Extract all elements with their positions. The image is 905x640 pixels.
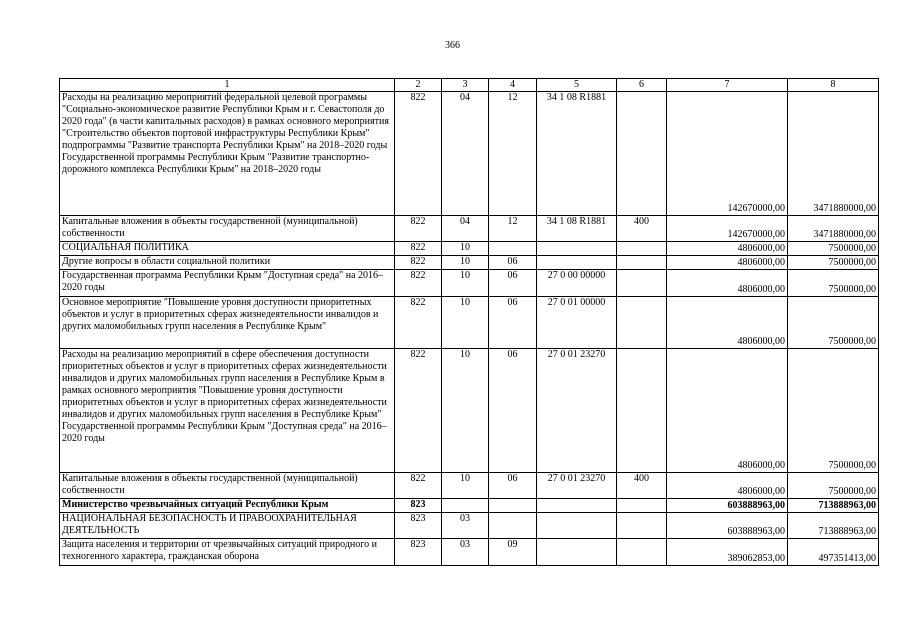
admin-code-cell: 823 — [395, 539, 442, 566]
amount-2019-cell: 142670000,00 — [667, 216, 788, 242]
table-row — [60, 270, 879, 297]
row-name-cell: Капитальные вложения в объекты государственной (муниципальной) собственности — [60, 473, 395, 499]
admin-code-cell: 822 — [395, 92, 442, 216]
admin-code-cell: 823 — [395, 513, 442, 539]
subsection-code-cell: 12 — [489, 216, 537, 242]
table-row — [60, 539, 879, 566]
header-cell: 4 — [489, 79, 537, 92]
admin-code-cell: 822 — [395, 270, 442, 297]
target-article-cell: 27 0 01 00000 — [537, 297, 617, 349]
amount-2019-cell: 142670000,00 — [667, 92, 788, 216]
amount-2020-cell: 497351413,00 — [788, 539, 879, 566]
subsection-code-cell: 09 — [489, 539, 537, 566]
amount-2020-cell: 7500000,00 — [788, 297, 879, 349]
header-cell: 2 — [395, 79, 442, 92]
section-code-cell: 10 — [442, 270, 489, 297]
subsection-code-cell: 06 — [489, 349, 537, 473]
amount-2019-cell: 4806000,00 — [667, 473, 788, 499]
amount-2020-cell: 7500000,00 — [788, 473, 879, 499]
amount-2019-cell: 4806000,00 — [667, 270, 788, 297]
section-code-cell: 10 — [442, 242, 489, 256]
admin-code-cell: 822 — [395, 256, 442, 270]
table-row — [60, 256, 879, 270]
table-row — [60, 473, 879, 499]
row-name-cell: Министерство чрезвычайных ситуаций Республики Крым — [60, 499, 395, 513]
expense-type-cell — [617, 242, 667, 256]
target-article-cell: 34 1 08 R1881 — [537, 92, 617, 216]
subsection-code-cell: 12 — [489, 92, 537, 216]
amount-2019-cell: 389062853,00 — [667, 539, 788, 566]
expense-type-cell — [617, 513, 667, 539]
admin-code-cell: 823 — [395, 499, 442, 513]
amount-2020-cell: 7500000,00 — [788, 270, 879, 297]
section-code-cell: 04 — [442, 216, 489, 242]
budget-table — [59, 78, 879, 566]
amount-2019-cell: 603888963,00 — [667, 513, 788, 539]
row-name-cell: Капитальные вложения в объекты государственной (муниципальной) собственности — [60, 216, 395, 242]
amount-2019-cell: 4806000,00 — [667, 256, 788, 270]
section-code-cell: 10 — [442, 297, 489, 349]
row-name-cell: НАЦИОНАЛЬНАЯ БЕЗОПАСНОСТЬ И ПРАВООХРАНИТЕЛЬНАЯ ДЕЯТЕЛЬНОСТЬ — [60, 513, 395, 539]
expense-type-cell — [617, 92, 667, 216]
expense-type-cell — [617, 256, 667, 270]
table-row — [60, 349, 879, 473]
header-cell: 7 — [667, 79, 788, 92]
target-article-cell — [537, 539, 617, 566]
table-row — [60, 242, 879, 256]
table-row — [60, 513, 879, 539]
admin-code-cell: 822 — [395, 297, 442, 349]
target-article-cell: 34 1 08 R1881 — [537, 216, 617, 242]
target-article-cell — [537, 499, 617, 513]
subsection-code-cell — [489, 513, 537, 539]
amount-2020-cell: 713888963,00 — [788, 513, 879, 539]
amount-2020-cell: 7500000,00 — [788, 256, 879, 270]
section-code-cell: 03 — [442, 513, 489, 539]
target-article-cell — [537, 256, 617, 270]
amount-2020-cell: 713888963,00 — [788, 499, 879, 513]
amount-2020-cell: 7500000,00 — [788, 349, 879, 473]
target-article-cell: 27 0 01 23270 — [537, 473, 617, 499]
section-code-cell: 10 — [442, 256, 489, 270]
row-name-cell: СОЦИАЛЬНАЯ ПОЛИТИКА — [60, 242, 395, 256]
table-row — [60, 216, 879, 242]
subsection-code-cell — [489, 499, 537, 513]
admin-code-cell: 822 — [395, 349, 442, 473]
header-cell: 5 — [537, 79, 617, 92]
row-name-cell: Расходы на реализацию мероприятий в сфере обеспечения доступности приоритетных объектов и услуг в приоритетных сферах жизнедеятельности инвалидов и других маломобильных групп населения в Республике Крым в рамках основного мероприятия "Повышение уровня доступности приоритетных объектов и услуг в приоритетных сферах жизнедеятельности инвалидов и других маломобильных групп населения в Республике Крым" Государственной программы Республики Крым "Доступная среда" на 2016–2020 годы — [60, 349, 395, 473]
section-code-cell: 10 — [442, 473, 489, 499]
table-row — [60, 297, 879, 349]
expense-type-cell — [617, 539, 667, 566]
subsection-code-cell: 06 — [489, 297, 537, 349]
subsection-code-cell — [489, 242, 537, 256]
expense-type-cell — [617, 297, 667, 349]
amount-2019-cell: 603888963,00 — [667, 499, 788, 513]
amount-2020-cell: 3471880000,00 — [788, 92, 879, 216]
admin-code-cell: 822 — [395, 216, 442, 242]
target-article-cell — [537, 513, 617, 539]
row-name-cell: Основное мероприятие "Повышение уровня доступности приоритетных объектов и услуг в приоритетных сферах жизнедеятельности инвалидов и других маломобильных групп населения в Республике Крым" — [60, 297, 395, 349]
page-number: 366 — [445, 40, 460, 51]
row-name-cell: Защита населения и территории от чрезвычайных ситуаций природного и техногенного характера, гражданская оборона — [60, 539, 395, 566]
row-name-cell: Расходы на реализацию мероприятий федеральной целевой программы "Социально-экономическое развитие Республики Крым и г. Севастополя до 2020 года" (в части капитальных расходов) в рамках основного мероприятия "Строительство объектов портовой инфраструктуры Республики Крым" подпрограммы "Развитие транспорта Республики Крым" на 2018–2020 годы Государственной программы Республики Крым "Развитие транспортно-дорожного комплекса Республики Крым" на 2018–2020 годы — [60, 92, 395, 216]
row-name-cell: Государственная программа Республики Крым "Доступная среда" на 2016–2020 годы — [60, 270, 395, 297]
header-row — [60, 79, 879, 92]
amount-2019-cell: 4806000,00 — [667, 349, 788, 473]
amount-2019-cell: 4806000,00 — [667, 297, 788, 349]
target-article-cell: 27 0 01 23270 — [537, 349, 617, 473]
table-row — [60, 499, 879, 513]
target-article-cell — [537, 242, 617, 256]
section-code-cell: 10 — [442, 349, 489, 473]
header-cell: 3 — [442, 79, 489, 92]
admin-code-cell: 822 — [395, 473, 442, 499]
amount-2019-cell: 4806000,00 — [667, 242, 788, 256]
table-row — [60, 92, 879, 216]
header-cell: 8 — [788, 79, 879, 92]
expense-type-cell: 400 — [617, 216, 667, 242]
amount-2020-cell: 7500000,00 — [788, 242, 879, 256]
section-code-cell: 03 — [442, 539, 489, 566]
subsection-code-cell: 06 — [489, 270, 537, 297]
section-code-cell: 04 — [442, 92, 489, 216]
subsection-code-cell: 06 — [489, 256, 537, 270]
target-article-cell: 27 0 00 00000 — [537, 270, 617, 297]
expense-type-cell — [617, 349, 667, 473]
header-cell: 1 — [60, 79, 395, 92]
subsection-code-cell: 06 — [489, 473, 537, 499]
header-cell: 6 — [617, 79, 667, 92]
section-code-cell — [442, 499, 489, 513]
expense-type-cell — [617, 270, 667, 297]
expense-type-cell — [617, 499, 667, 513]
amount-2020-cell: 3471880000,00 — [788, 216, 879, 242]
row-name-cell: Другие вопросы в области социальной политики — [60, 256, 395, 270]
expense-type-cell: 400 — [617, 473, 667, 499]
admin-code-cell: 822 — [395, 242, 442, 256]
